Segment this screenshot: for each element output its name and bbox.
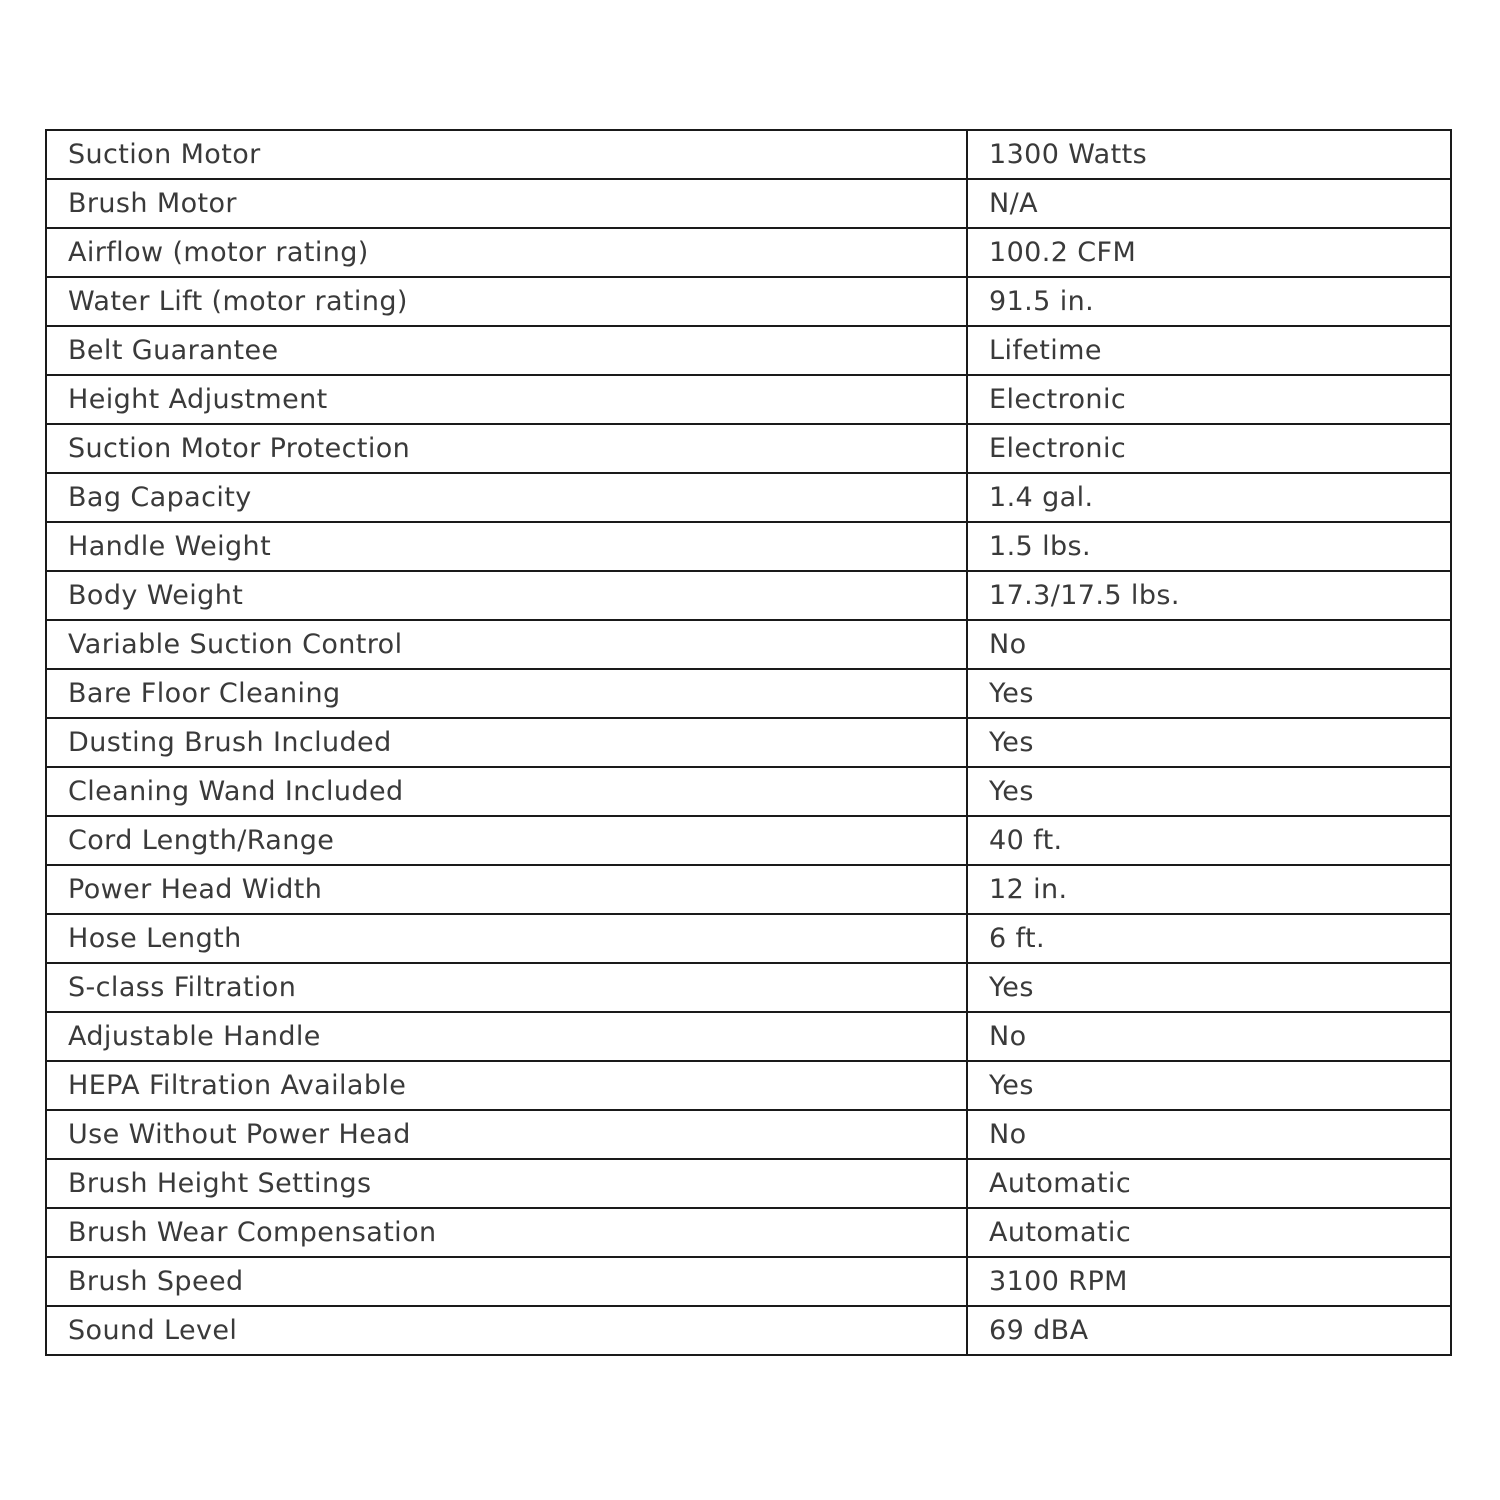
spec-feature-cell: HEPA Filtration Available <box>46 1061 967 1110</box>
table-row <box>46 669 1451 718</box>
spec-value-cell: 91.5 in. <box>967 277 1451 326</box>
spec-value-cell: 69 dBA <box>967 1306 1451 1355</box>
spec-value-cell: 100.2 CFM <box>967 228 1451 277</box>
spec-value-cell: Yes <box>967 1061 1451 1110</box>
table-row <box>46 718 1451 767</box>
spec-value-cell: 12 in. <box>967 865 1451 914</box>
table-row <box>46 1110 1451 1159</box>
spec-feature-cell: Handle Weight <box>46 522 967 571</box>
spec-feature-cell: Belt Guarantee <box>46 326 967 375</box>
table-row <box>46 865 1451 914</box>
spec-feature-cell: Airflow (motor rating) <box>46 228 967 277</box>
spec-feature-cell: Brush Motor <box>46 179 967 228</box>
table-row <box>46 375 1451 424</box>
spec-feature-cell: Brush Height Settings <box>46 1159 967 1208</box>
spec-feature-cell: Brush Speed <box>46 1257 967 1306</box>
spec-value-cell: 6 ft. <box>967 914 1451 963</box>
table-row <box>46 1159 1451 1208</box>
spec-feature-cell: Variable Suction Control <box>46 620 967 669</box>
spec-value-cell: Automatic <box>967 1208 1451 1257</box>
spec-value-cell: Automatic <box>967 1159 1451 1208</box>
table-row <box>46 1257 1451 1306</box>
table-row <box>46 179 1451 228</box>
spec-feature-cell: Sound Level <box>46 1306 967 1355</box>
spec-value-cell: Yes <box>967 718 1451 767</box>
spec-value-cell: No <box>967 1110 1451 1159</box>
table-row <box>46 1306 1451 1355</box>
spec-feature-cell: Suction Motor Protection <box>46 424 967 473</box>
table-row <box>46 1208 1451 1257</box>
spec-feature-cell: Height Adjustment <box>46 375 967 424</box>
spec-feature-cell: Brush Wear Compensation <box>46 1208 967 1257</box>
spec-table-body <box>46 130 1451 1355</box>
table-row <box>46 326 1451 375</box>
spec-value-cell: 1.4 gal. <box>967 473 1451 522</box>
spec-value-cell: 1.5 lbs. <box>967 522 1451 571</box>
table-row <box>46 963 1451 1012</box>
table-row <box>46 277 1451 326</box>
spec-feature-cell: Use Without Power Head <box>46 1110 967 1159</box>
spec-feature-cell: S-class Filtration <box>46 963 967 1012</box>
table-row <box>46 522 1451 571</box>
table-row <box>46 767 1451 816</box>
spec-value-cell: Electronic <box>967 424 1451 473</box>
table-row <box>46 228 1451 277</box>
spec-table <box>45 129 1452 1356</box>
table-row <box>46 914 1451 963</box>
spec-feature-cell: Cord Length/Range <box>46 816 967 865</box>
table-row <box>46 130 1451 179</box>
spec-value-cell: Electronic <box>967 375 1451 424</box>
table-row <box>46 1012 1451 1061</box>
table-row <box>46 620 1451 669</box>
spec-value-cell: 40 ft. <box>967 816 1451 865</box>
spec-feature-cell: Bag Capacity <box>46 473 967 522</box>
spec-feature-cell: Adjustable Handle <box>46 1012 967 1061</box>
spec-feature-cell: Body Weight <box>46 571 967 620</box>
spec-value-cell: Yes <box>967 669 1451 718</box>
table-row <box>46 1061 1451 1110</box>
spec-value-cell: No <box>967 620 1451 669</box>
spec-value-cell: Yes <box>967 767 1451 816</box>
spec-value-cell: Yes <box>967 963 1451 1012</box>
spec-feature-cell: Power Head Width <box>46 865 967 914</box>
spec-feature-cell: Suction Motor <box>46 130 967 179</box>
spec-value-cell: N/A <box>967 179 1451 228</box>
spec-feature-cell: Water Lift (motor rating) <box>46 277 967 326</box>
spec-feature-cell: Cleaning Wand Included <box>46 767 967 816</box>
spec-value-cell: 1300 Watts <box>967 130 1451 179</box>
spec-value-cell: Lifetime <box>967 326 1451 375</box>
spec-feature-cell: Bare Floor Cleaning <box>46 669 967 718</box>
spec-value-cell: 3100 RPM <box>967 1257 1451 1306</box>
spec-feature-cell: Dusting Brush Included <box>46 718 967 767</box>
spec-value-cell: 17.3/17.5 lbs. <box>967 571 1451 620</box>
spec-value-cell: No <box>967 1012 1451 1061</box>
table-row <box>46 816 1451 865</box>
table-row <box>46 571 1451 620</box>
spec-feature-cell: Hose Length <box>46 914 967 963</box>
table-row <box>46 424 1451 473</box>
table-row <box>46 473 1451 522</box>
